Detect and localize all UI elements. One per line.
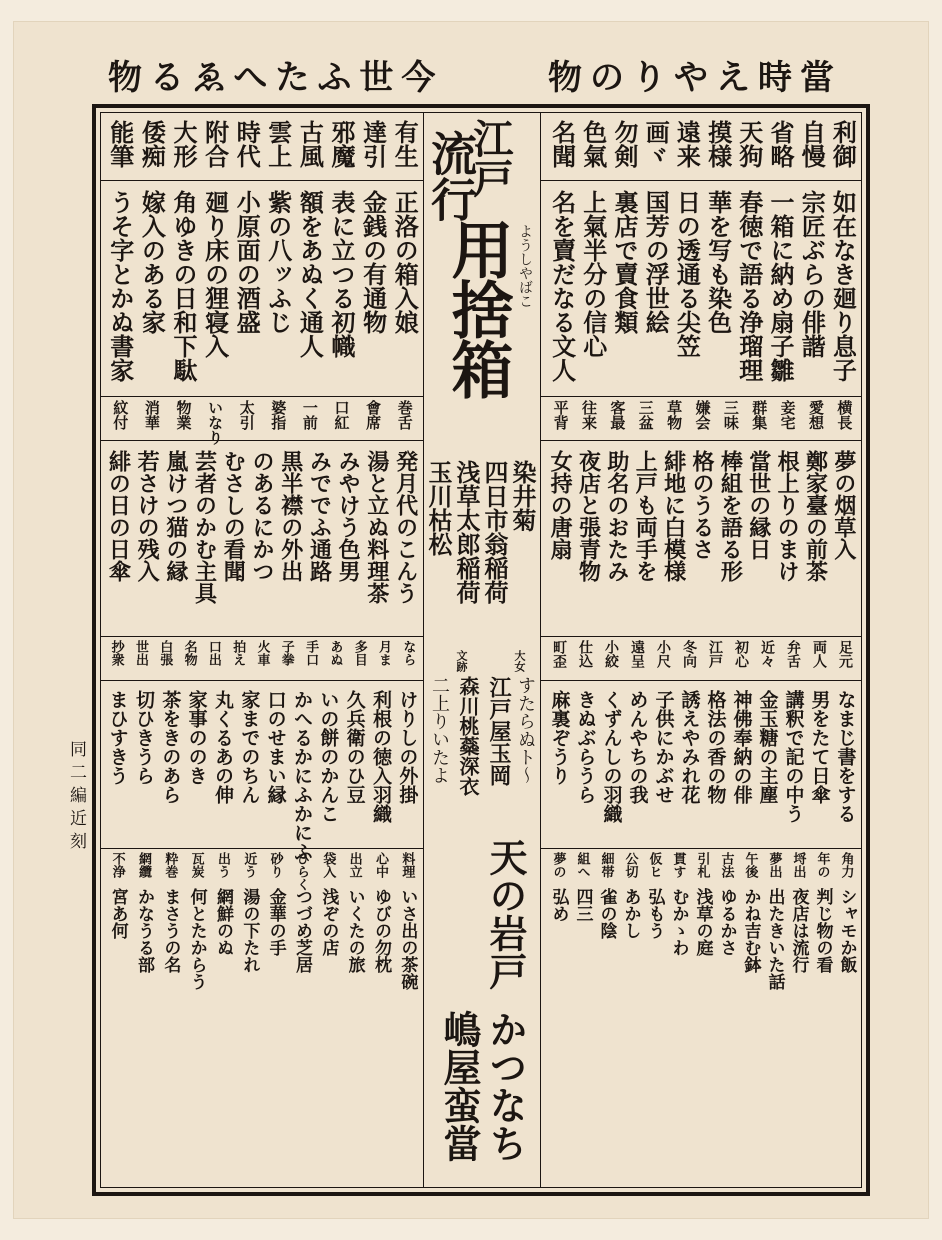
label-cell: 夢出 (766, 852, 782, 878)
phrase-column: 湯の下たれ (239, 888, 260, 973)
phrase-cell: 大形 (169, 120, 198, 168)
phrase-column: 雀の陰 (596, 888, 617, 939)
phrase-column: 四三 (572, 888, 593, 922)
phrase-column: のあるにかつ (249, 450, 275, 582)
phrase-cell: 附合 (200, 120, 230, 168)
phrase-column: かなうる部 (134, 888, 154, 973)
phrase-column: うそ字とかぬ書家 (105, 190, 135, 382)
phrase-column: むさしの看聞 (220, 450, 247, 582)
subtitle-col-4: 玉川枯松 (424, 460, 453, 556)
label-cell: 三味 (721, 400, 740, 430)
title-left: 流行 (424, 130, 478, 222)
row-divider (540, 440, 862, 441)
phrase-column: 棒組を語る形 (717, 450, 744, 582)
phrase-column: 一箱に納め扇子雛 (766, 190, 795, 382)
phrase-column: 根上りのまけ (774, 450, 801, 582)
phrase-column: 神佛奉納の俳 (730, 690, 753, 804)
phrase-column: 夜店は流行 (788, 888, 809, 973)
phrase-column: なまじ書をする (834, 690, 857, 823)
row-divider (540, 180, 862, 181)
label-cell: 子拳 (278, 640, 294, 666)
subtitle-col-2: 四日市翁稲荷 (480, 460, 509, 604)
label-cell: 心中 (373, 852, 388, 878)
phrase-column: 格のうるさ (689, 450, 715, 560)
label-cell: 往来 (580, 400, 599, 430)
label-cell: 口出 (205, 640, 221, 666)
label-cell: 細帯 (598, 852, 614, 878)
label-cell: 口紅 (332, 400, 351, 430)
phrase-column: 宮あ何 (107, 888, 128, 939)
phrase-cell: 省略 (766, 120, 795, 168)
phrase-cell: 能筆 (105, 120, 135, 168)
label-cell: ひらく (294, 852, 309, 891)
phrase-column: あかし (620, 888, 641, 939)
phrase-column: 利根の徳入羽織 (370, 690, 392, 823)
phrase-column: 若さけの残入 (134, 450, 161, 582)
phrase-cell: 古風 (295, 120, 325, 168)
label-cell: 足元 (837, 640, 853, 668)
phrase-cell: 勿剣 (610, 120, 639, 168)
phrase-cell: 遠来 (672, 120, 702, 168)
phrase-column: ゆびの勿枕 (371, 888, 391, 973)
label-cell: 角力 (838, 852, 854, 878)
label-cell: 弁舌 (785, 640, 801, 668)
label-cell: 手口 (303, 640, 319, 666)
row-divider (100, 396, 424, 397)
phrase-column: 上氣半分の信心 (578, 190, 608, 358)
label-cell: 平背 (551, 400, 570, 430)
phrase-column: まさうの名 (160, 888, 181, 973)
label-cell: 近う (241, 852, 257, 878)
label-cell: 砂り (267, 852, 283, 878)
phrase-column: 金玉糖の主塵 (756, 690, 779, 804)
phrase-column: 紫の八ッふじ (263, 190, 293, 334)
row-divider (100, 848, 424, 849)
phrase-column: 家までのちん (238, 690, 261, 804)
phrase-column: 判じ物の看 (812, 888, 833, 973)
phrase-cell: 画ヾ (641, 120, 671, 168)
phrase-column: 嵐けつ猫の縁 (162, 450, 189, 582)
label-cell: 月ま (376, 640, 392, 666)
row-divider (540, 636, 862, 637)
phrase-column: 講釈で記の中う (782, 690, 805, 823)
phrase-column: 浅ぞの店 (318, 888, 339, 956)
phrase-column: むかゝわ (668, 888, 689, 956)
phrase-cell: 天狗 (734, 120, 764, 168)
label-cell: 火車 (254, 640, 270, 666)
phrase-column: 網鮮のぬ (213, 888, 233, 956)
phrase-column: 日の透通る尖笠 (672, 190, 702, 358)
phrase-column: 女持の唐扇 (547, 450, 574, 560)
phrase-column: 誘えやみれ花 (678, 690, 701, 804)
phrase-column: つづめ芝居 (292, 888, 312, 973)
phrase-column: かへるかにふかにふ (291, 690, 313, 861)
title-reading: ようしやばこ (517, 224, 533, 308)
label-cell: 太引 (237, 400, 256, 430)
label-cell: 瓦炭 (188, 852, 204, 878)
phrase-column: 廻り床の狸寝入 (200, 190, 230, 358)
phrase-cell: 色氣 (578, 120, 608, 168)
phrase-cell: 名聞 (547, 120, 577, 168)
label-cell: 三盆 (636, 400, 655, 430)
phrase-column: 発月代のこんう (392, 450, 419, 604)
note-label-2: 文跡 (455, 650, 468, 672)
phrase-column: 弘もう (644, 888, 665, 939)
phrase-column: いの餅のかんこ (317, 690, 340, 823)
phrase-column: 湯と立ぬ料理茶 (363, 450, 390, 604)
label-cell: 白張 (157, 640, 173, 666)
label-cell: 横長 (835, 400, 854, 430)
label-cell: 貫す (670, 852, 686, 878)
phrase-column: 緋の日の日傘 (105, 450, 132, 582)
phrase-column: 上戸も両手を (632, 450, 659, 582)
phrase-column: 出たきいた話 (764, 888, 785, 990)
label-cell: 出立 (346, 852, 362, 878)
phrase-column: 格法の香の物 (704, 690, 727, 804)
phrase-column: 裏店で賣食類 (610, 190, 639, 334)
lower-col-1: 天の岩戸 (483, 838, 528, 990)
label-cell: 抄衆 (108, 640, 124, 666)
label-cell: 粋巻 (162, 852, 178, 878)
phrase-column: 角ゆきの日和下駄 (169, 190, 198, 382)
phrase-column: 緋地に白模様 (660, 450, 687, 582)
label-cell: 會席 (364, 400, 383, 430)
phrase-column: ゆるかさ (716, 888, 737, 956)
label-cell: 紋付 (111, 400, 130, 430)
phrase-column: 茶をきのあら (159, 690, 182, 804)
note-col-3: 森川桃蘂深衣 (456, 676, 480, 796)
header-left-title: 物るゑへたふ世今 (108, 58, 444, 98)
phrase-column: 切ひきうら (133, 690, 155, 785)
row-divider (100, 636, 424, 637)
label-cell: 嫌会 (693, 400, 712, 430)
phrase-column: 名を賣だなる文人 (547, 190, 577, 382)
label-cell: 引札 (694, 852, 710, 878)
row-divider (100, 440, 424, 441)
phrase-column: 表に立つる初幟 (327, 190, 356, 358)
lower-col-3: かつなち (483, 1010, 528, 1162)
label-cell: 草物 (665, 400, 684, 430)
phrase-column: 国芳の浮世絵 (641, 190, 671, 334)
phrase-column: めんやちの我 (626, 690, 649, 804)
phrase-column: 金華の手 (265, 888, 286, 956)
label-cell: 遠呈 (629, 640, 645, 668)
margin-note: 同二編近刻 (66, 740, 86, 855)
phrase-column: 口のせまい縁 (264, 690, 287, 804)
row-divider (540, 680, 862, 681)
label-cell: 両人 (811, 640, 827, 668)
phrase-column: 家事ののき (185, 690, 208, 785)
phrase-column: 額をあぬく通人 (295, 190, 325, 358)
label-cell: なら (400, 640, 416, 666)
row-divider (100, 180, 424, 181)
phrase-column: 夜店と張青物 (575, 450, 602, 582)
phrase-column: 助名のおたみ (603, 450, 630, 582)
phrase-column: 弘め (548, 888, 569, 922)
phrase-column: 金銭の有通物 (358, 190, 388, 334)
header-right-title: 物のりやえ時當 (548, 58, 842, 98)
label-cell: 客最 (608, 400, 627, 430)
label-cell: 組へ (574, 852, 590, 878)
label-cell: 江戸 (707, 640, 723, 668)
label-cell: 近々 (759, 640, 775, 668)
phrase-cell: 邪魔 (327, 120, 356, 168)
note-col-4: 二上りいたよ (429, 676, 450, 784)
phrase-column: いくたの旅 (344, 888, 365, 973)
phrase-column: 如在なき廻り息子 (828, 190, 858, 382)
phrase-column: 小原面の酒盛 (232, 190, 262, 334)
note-col-1: すたらぬト～ (515, 676, 536, 784)
phrase-column: きぬぶらうら (574, 690, 597, 804)
phrase-column: 浅草の庭 (692, 888, 713, 956)
phrase-column: 當世の縁日 (745, 450, 772, 560)
label-cell: 仕込 (577, 640, 593, 668)
label-cell: 妾宅 (778, 400, 797, 430)
label-cell: 出う (215, 852, 230, 878)
label-cell: 町歪 (551, 640, 567, 668)
phrase-column: 子供にかぶせ (652, 690, 675, 804)
label-cell: 巻舌 (395, 400, 414, 430)
phrase-column: 丸くるあの伸 (212, 690, 234, 804)
label-cell: 小絞 (603, 640, 619, 668)
phrase-column: 華を写も染色 (703, 190, 733, 334)
note-col-2: 江戸屋玉岡 (486, 676, 512, 786)
lower-col-2: 嶋屋蛮當 (437, 1010, 482, 1162)
label-cell: 埒出 (790, 852, 806, 878)
row-divider (540, 848, 862, 849)
phrase-column: 夢の烟草入 (830, 450, 857, 560)
phrase-column: 何とたからう (186, 888, 207, 990)
phrase-column: みやけう色男 (335, 450, 362, 582)
phrase-cell: 倭痴 (137, 120, 167, 168)
phrase-column: 男をたて日傘 (808, 690, 831, 804)
label-cell: いなり (206, 400, 225, 445)
label-cell: 公切 (622, 852, 638, 878)
label-cell: あぬ (327, 640, 343, 666)
phrase-cell: 自慢 (797, 120, 827, 168)
label-cell: 名物 (181, 640, 197, 666)
label-cell: 夢の (550, 852, 566, 878)
phrase-column: 黒半襟の外出 (277, 450, 304, 582)
row-divider (540, 396, 862, 397)
phrase-column: 春徳で語る浄瑠理 (734, 190, 764, 382)
label-cell: 午後 (742, 852, 758, 878)
label-cell: 不浄 (109, 852, 125, 878)
phrase-cell: 摸様 (703, 120, 733, 168)
phrase-cell: 雲上 (263, 120, 293, 168)
phrase-column: 嫁入のある家 (137, 190, 167, 334)
note-label-1: 大女 (513, 650, 526, 672)
label-cell: 袋入 (320, 852, 336, 878)
label-cell: 年の (814, 852, 830, 878)
label-cell: 古法 (718, 852, 734, 878)
label-cell: 婆指 (269, 400, 288, 430)
title-small: 江戸 (467, 118, 514, 198)
phrase-column: 鄭家臺の前茶 (802, 450, 829, 582)
phrase-column: 久兵衛のひ豆 (343, 690, 366, 804)
label-cell: 冬向 (681, 640, 697, 668)
phrase-column: 正洛の箱入娘 (390, 190, 420, 334)
phrase-column: いさ出の茶碗 (397, 888, 418, 990)
phrase-column: 宗匠ぶらの俳諧 (797, 190, 827, 358)
phrase-column: かね吉む鉢 (740, 888, 761, 973)
label-cell: 物業 (174, 400, 193, 430)
subtitle-col-1: 染井菊 (508, 460, 537, 532)
label-cell: 一前 (300, 400, 319, 430)
label-cell: 仮ヒ (646, 852, 662, 878)
label-cell: 世出 (132, 640, 148, 666)
label-cell: 小尺 (655, 640, 671, 668)
phrase-column: 麻裏ぞうり (548, 690, 571, 785)
phrase-cell: 時代 (232, 120, 262, 168)
phrase-column: けりしの外掛 (396, 690, 419, 804)
phrase-column: 芸者のかむ主具 (191, 450, 218, 604)
phrase-column: まひすきう (106, 690, 129, 785)
phrase-cell: 有生 (390, 120, 420, 168)
label-cell: 初心 (733, 640, 749, 668)
label-cell: 拍え (230, 640, 246, 666)
label-cell: 網纜 (136, 852, 151, 878)
label-cell: 多目 (351, 640, 367, 666)
label-cell: 愛想 (806, 400, 825, 430)
label-cell: 消華 (142, 400, 161, 430)
phrase-cell: 達引 (358, 120, 388, 168)
title-main: 用捨箱 (441, 218, 514, 398)
subtitle-col-3: 浅草太郎稲荷 (452, 460, 481, 604)
phrase-column: シャモか飯 (836, 888, 857, 973)
phrase-column: みででふ通路 (306, 450, 333, 582)
label-cell: 料理 (399, 852, 415, 878)
phrase-column: くずんしの羽織 (600, 690, 623, 823)
row-divider (100, 680, 424, 681)
phrase-cell: 利御 (828, 120, 858, 168)
label-cell: 群集 (750, 400, 769, 430)
